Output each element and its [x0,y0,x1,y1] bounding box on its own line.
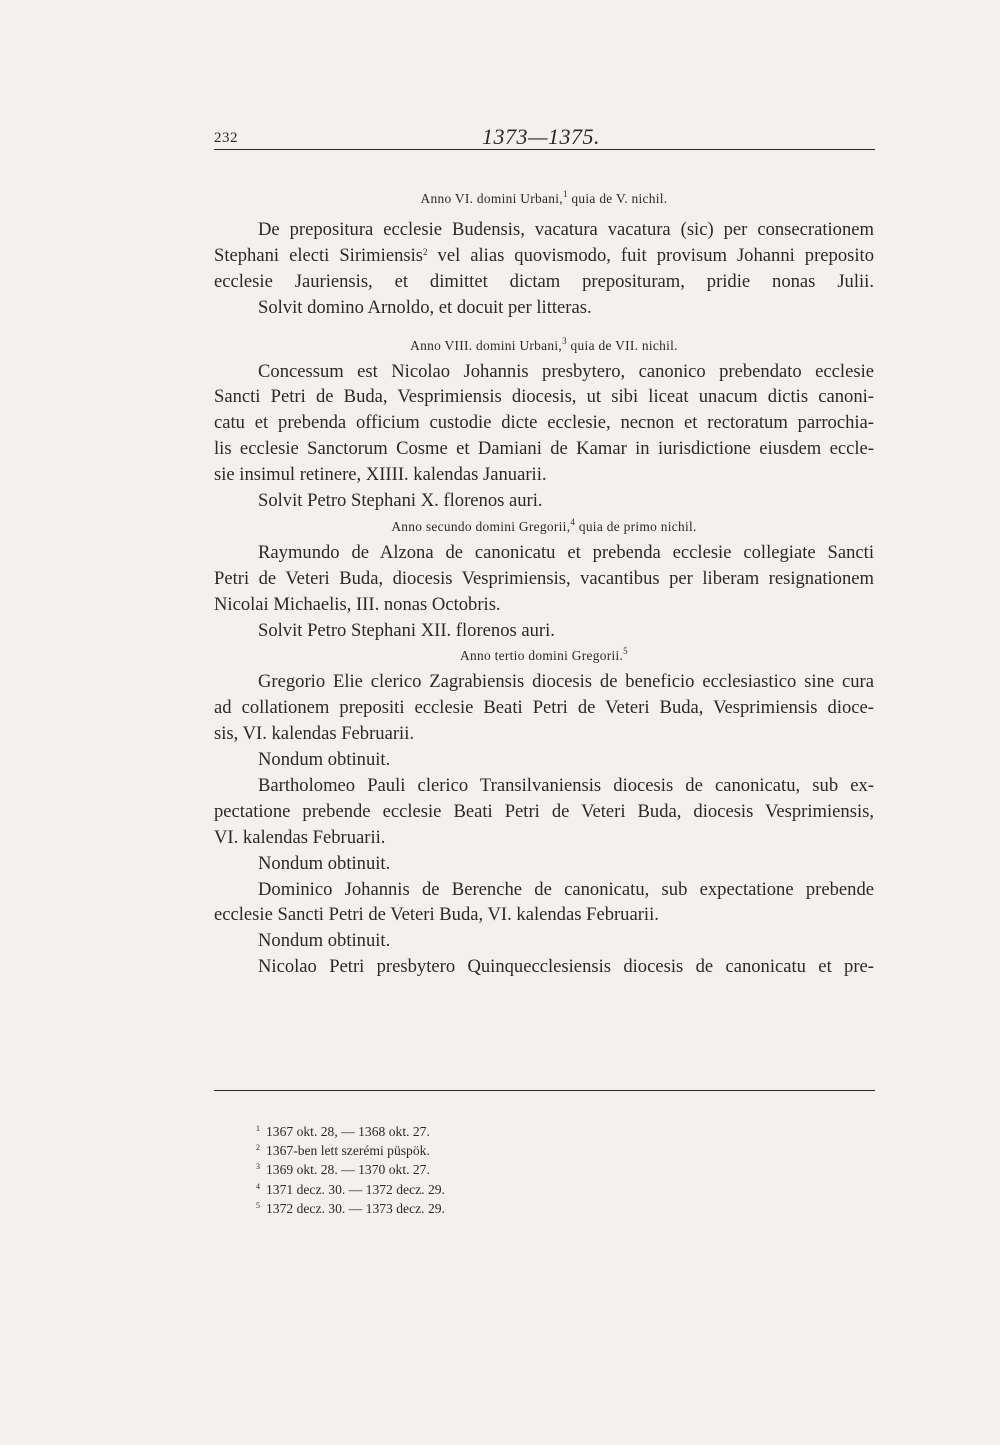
text-line: Nondum obtinuit. [258,749,391,771]
footnote: $^2$ 1367-ben lett szerémi püspök. [256,1143,430,1159]
footnote-ref: 3 [562,335,567,346]
page-number: 232 [214,130,238,146]
header-rule [214,149,875,150]
section-heading: Anno VIII. domini Urbani,$^3$ quia de VII. nichil. [410,335,678,353]
text-line: Concessum est Nicolao Johannis presbytero, canonico prebendato ecclesie [258,360,874,382]
section-heading: Anno VI. domini Urbani,$^1$ quia de V. nichil. [420,189,668,206]
text-line: Solvit Petro Stephani XII. florenos auri. [258,619,555,641]
text-line: Petri de Veteri Buda, diocesis Vesprimiensis, vacantibus per liberam resignationem [214,567,874,589]
main-text [214,186,874,980]
text-line: ad collationem prepositi ecclesie Beati Petri de Veteri Buda, Vesprimiensis dioce- [214,697,874,719]
footnote-ref: 5 [623,646,628,657]
text-line: Nondum obtinuit. [258,852,391,874]
footnote: $^3$ 1369 okt. 28. — 1370 okt. 27. [256,1162,430,1178]
text-line: Nicolao Petri presbytero Quinquecclesiensis diocesis de canonicatu et pre- [258,956,874,978]
text-line: sis, VI. kalendas Februarii. [214,723,415,745]
text-line: Raymundo de Alzona de canonicatu et prebenda ecclesie collegiate Sancti [258,541,874,563]
text-line: Sancti Petri de Buda, Vesprimiensis diocesis, ut sibi liceat unacum dictis canoni- [214,386,874,408]
text-line: ecclesie Jauriensis, et dimittet dictam preposituram, pridie nonas Julii. [214,270,874,292]
footnote: $^1$ 1367 okt. 28, — 1368 okt. 27. [256,1124,430,1139]
footnote: $^5$ 1372 decz. 30. — 1373 decz. 29. [256,1200,445,1216]
text-line: Solvit Petro Stephani X. florenos auri. [258,490,543,512]
text-line: catu et prebenda officium custodie dicte ecclesie, necnon et rectoratum parrochia- [214,412,874,434]
footnotes [256,1122,445,1218]
text-line: Dominico Johannis de Berenche de canonicatu, sub expectatione prebende [258,878,874,900]
text-line: Nondum obtinuit. [258,930,391,952]
section-heading: Anno secundo domini Gregorii,$^4$ quia de primo nichil. [391,516,697,534]
text-line: sie insimul retinere, XIIII. kalendas Januarii. [214,464,547,486]
text-line: pectatione prebende ecclesie Beati Petri de Veteri Buda, diocesis Vesprimiensis, [214,800,874,822]
text-line: ecclesie Sancti Petri de Veteri Buda, VI. kalendas Februarii. [214,904,659,926]
footnote-ref: 2 [423,246,428,257]
text-line: Gregorio Elie clerico Zagrabiensis diocesis de beneficio ecclesiastico sine cura [258,671,874,693]
footnote: $^4$ 1371 decz. 30. — 1372 decz. 29. [256,1181,445,1197]
text-line: De prepositura ecclesie Budensis, vacatura vacatura (sic) per consecrationem [258,219,874,240]
text-line: Stephani electi Sirimiensis$^2$ vel alias quovismodo, fuit provisum Johanni preposito [214,244,874,266]
running-title: 1373—1375. [482,124,601,149]
footnote-ref: 4 [570,516,576,527]
text-line: Bartholomeo Pauli clerico Transilvaniensis diocesis de canonicatu, sub ex- [258,775,874,797]
text-line: VI. kalendas Februarii. [214,826,386,848]
text-line: lis ecclesie Sanctorum Cosme et Damiani de Kamar in iurisdictione eiusdem eccle- [214,438,874,460]
text-line: Solvit domino Arnoldo, et docuit per litteras. [258,296,592,318]
text-line: Nicolai Michaelis, III. nonas Octobris. [214,593,501,615]
footnote-rule [214,1090,875,1091]
footnote-ref: 1 [562,189,568,199]
page-header [214,124,874,148]
section-heading: Anno tertio domini Gregorii.$^5$ [460,646,628,664]
